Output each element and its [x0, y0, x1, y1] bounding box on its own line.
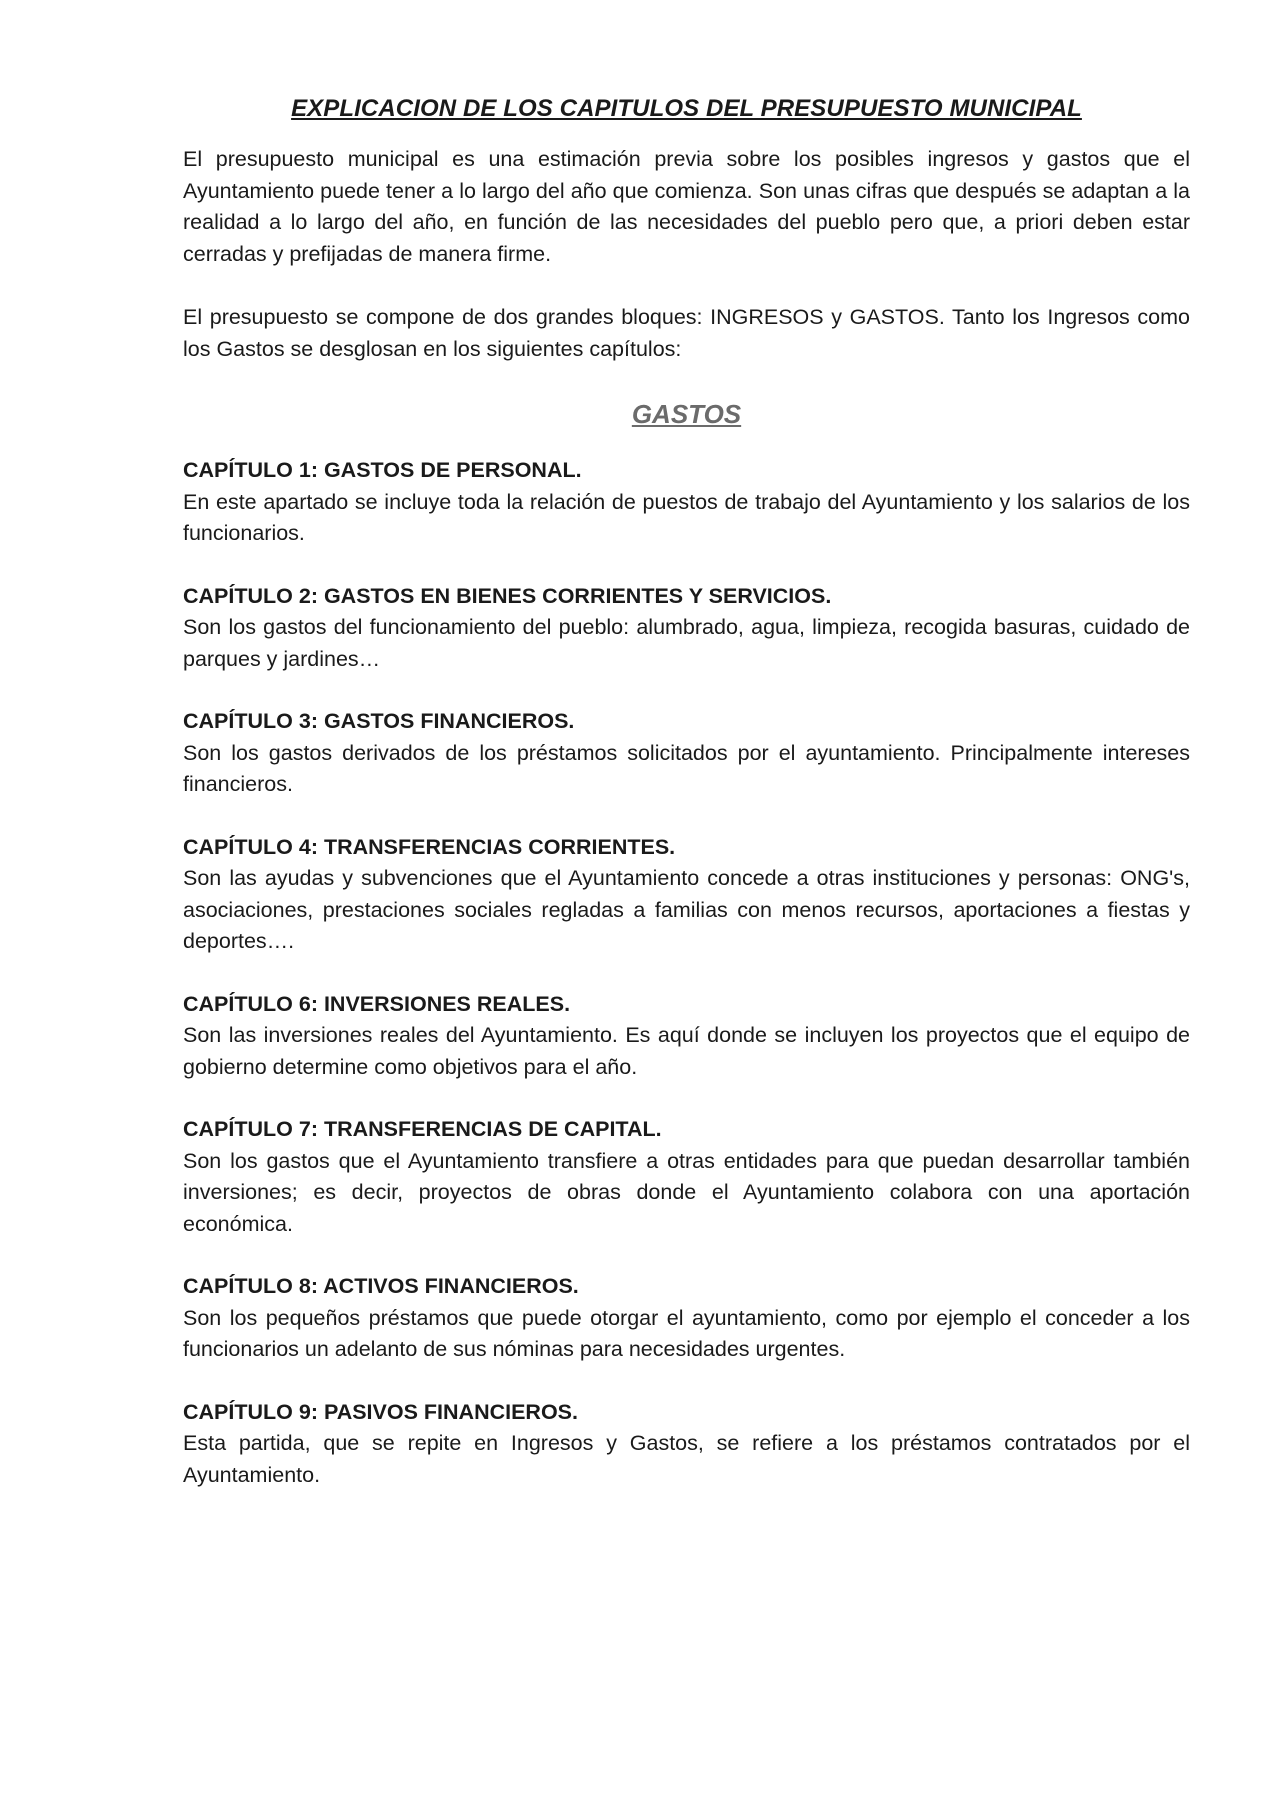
- chapter-heading: CAPÍTULO 7: TRANSFERENCIAS DE CAPITAL.: [183, 1117, 662, 1141]
- chapter-body: Son los gastos del funcionamiento del pueblo: alumbrado, agua, limpieza, recogida basuras, cuidado de parques y jardines…: [183, 615, 1190, 671]
- chapter-body: Son los pequeños préstamos que puede otorgar el ayuntamiento, como por ejemplo el conceder a los funcionarios un adelanto de sus nóminas para necesidades urgentes.: [183, 1305, 1190, 1361]
- chapter-heading: CAPÍTULO 2: GASTOS EN BIENES CORRIENTES Y SERVICIOS.: [183, 583, 832, 608]
- chapter-body: Esta partida, que se repite en Ingresos y Gastos, se refiere a los préstamos contratados por el Ayuntamiento.: [183, 1431, 1190, 1487]
- chapter-body: Son las inversiones reales del Ayuntamiento. Es aquí donde se incluyen los proyectos que el equipo de gobierno determine como objetivos para el año.: [183, 1023, 1190, 1079]
- chapter-8: [183, 1271, 1190, 1366]
- chapter-heading: CAPÍTULO 3: GASTOS FINANCIEROS.: [183, 709, 575, 733]
- document-title: EXPLICACION DE LOS CAPITULOS DEL PRESUPUESTO MUNICIPAL: [291, 95, 1082, 122]
- chapter-heading: CAPÍTULO 9: PASIVOS FINANCIEROS.: [183, 1399, 578, 1424]
- chapter-heading: CAPÍTULO 1: GASTOS DE PERSONAL.: [183, 458, 582, 482]
- document-page: [183, 92, 1190, 1522]
- chapter-3: [183, 706, 1190, 801]
- chapter-body: En este apartado se incluye toda la relación de puestos de trabajo del Ayuntamiento y los salarios de los funcionarios.: [183, 489, 1190, 545]
- chapter-body: Son los gastos que el Ayuntamiento transfiere a otras entidades para que puedan desarrollar también inversiones; es decir, proyectos de obras donde el Ayuntamiento colabora con una aportación económica.: [183, 1148, 1190, 1236]
- chapter-body: Son las ayudas y subvenciones que el Ayuntamiento concede a otras instituciones y personas: ONG's, asociaciones, prestaciones sociales regladas a familias con menos recursos, aportaciones a fiestas y deportes….: [183, 866, 1190, 953]
- chapter-2: [183, 581, 1190, 676]
- intro-paragraph-1: El presupuesto municipal es una estimación previa sobre los posibles ingresos y gastos que el Ayuntamiento puede tener a lo largo del año que comienza. Son unas cifras que después se adaptan a la realidad a lo largo del año, en función de las necesidades del pueblo pero que, a priori deben estar cerradas y prefijadas de manera firme.: [183, 147, 1190, 266]
- chapter-heading: CAPÍTULO 6: INVERSIONES REALES.: [183, 991, 571, 1016]
- chapter-body: Son los gastos derivados de los préstamos solicitados por el ayuntamiento. Principalmente intereses financieros.: [183, 740, 1190, 796]
- chapter-6: [183, 989, 1190, 1084]
- chapter-heading: CAPÍTULO 8: ACTIVOS FINANCIEROS.: [183, 1274, 579, 1298]
- intro-paragraph-2: El presupuesto se compone de dos grandes bloques: INGRESOS y GASTOS. Tanto los Ingresos como los Gastos se desglosan en los siguientes capítulos:: [183, 305, 1190, 361]
- chapter-heading: CAPÍTULO 4: TRANSFERENCIAS CORRIENTES.: [183, 834, 676, 859]
- chapter-4: [183, 832, 1190, 958]
- chapter-1: [183, 455, 1190, 550]
- section-title-gastos: GASTOS: [631, 399, 742, 429]
- chapter-9: [183, 1397, 1190, 1492]
- chapter-7: [183, 1114, 1190, 1240]
